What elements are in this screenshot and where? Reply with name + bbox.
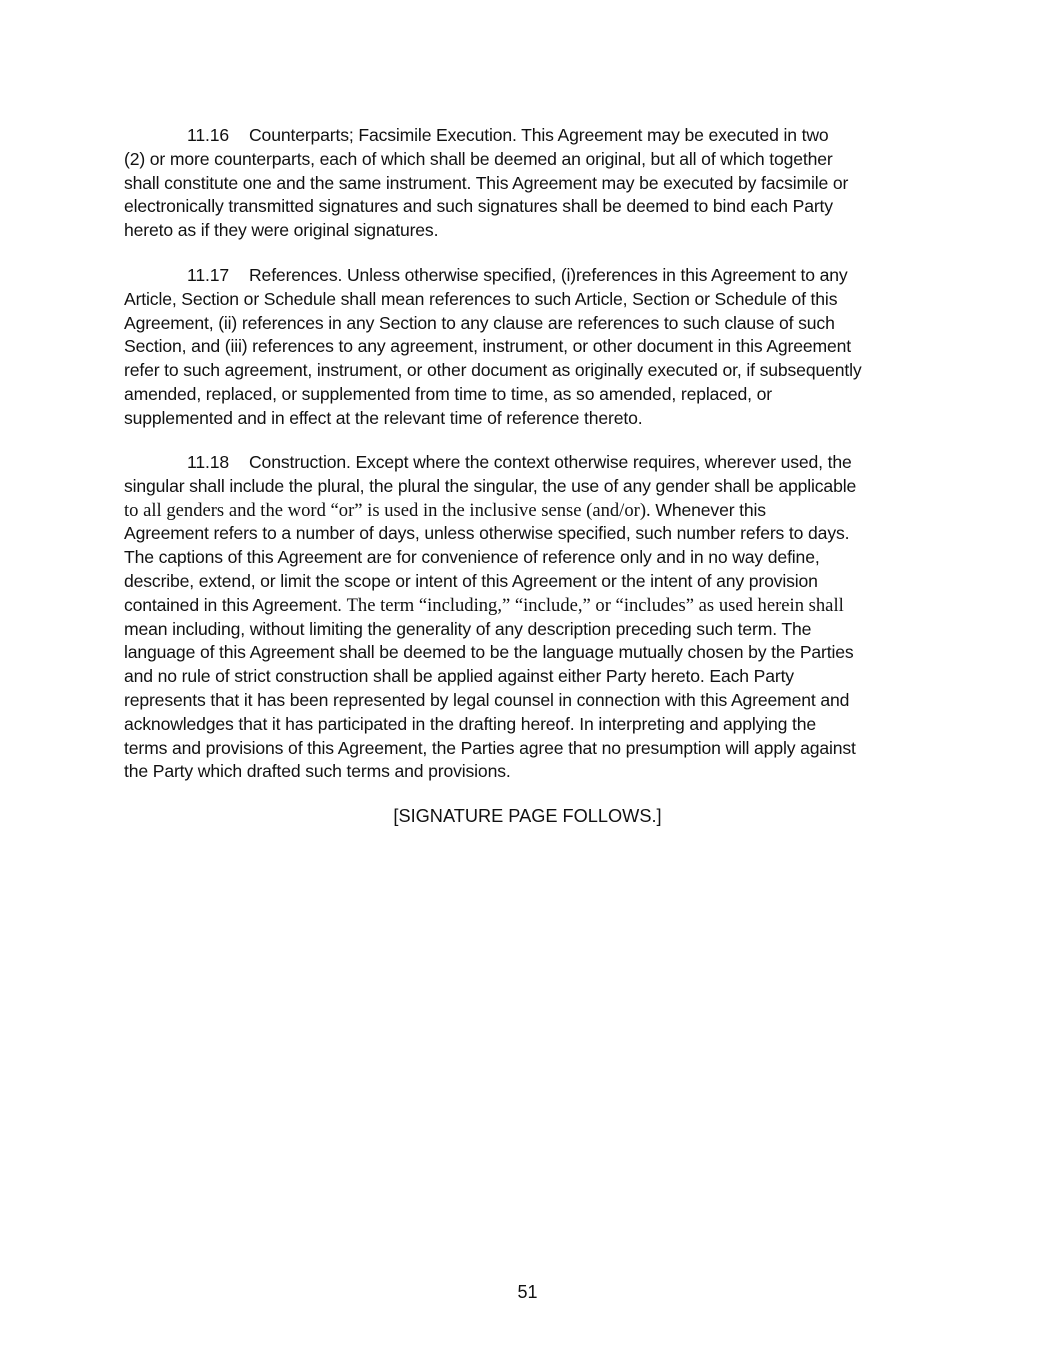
body-line: (2) or more counterparts, each of which shall be deemed an original, but all of which together [124,148,833,169]
body-line: acknowledges that it has participated in the drafting hereof. In interpreting and applying the [124,713,817,734]
body-line-mixed [124,499,932,523]
body-line: the Party which drafted such terms and provisions. [124,761,511,782]
section-11-18 [124,451,932,784]
section-first-line [124,451,932,475]
body-line: singular shall include the plural, the plural the singular, the use of any gender shall be applicable [124,475,857,496]
body-line: amended, replaced, or supplemented from time to time, as so amended, replaced, or [124,383,772,404]
body-line-mixed [124,594,932,618]
page-number: 51 [517,1282,538,1302]
body-line: supplemented and in effect at the relevant time of reference thereto. [124,407,643,428]
section-heading: Construction. [249,452,351,472]
section-first-line [124,124,932,148]
body-line: electronically transmitted signatures and such signatures shall be deemed to bind each Party [124,196,833,217]
body-text: contained in this Agreement. [124,594,342,615]
body-line: Section, and (iii) references to any agreement, instrument, or other document in this Agreement [124,336,852,357]
body-line: describe, extend, or limit the scope or intent of this Agreement or the intent of any provision [124,570,818,591]
section-first-line [124,264,932,288]
body-line: mean including, without limiting the generality of any description preceding such term. The [124,618,812,639]
signature-page-notice: [SIGNATURE PAGE FOLLOWS.] [393,806,662,826]
body-line: represents that it has been represented by legal counsel in connection with this Agreement and [124,689,850,710]
section-11-17 [124,264,932,431]
body-line: terms and provisions of this Agreement, the Parties agree that no presumption will apply against [124,737,856,758]
section-number: 11.17 [187,265,229,285]
body-line: language of this Agreement shall be deemed to be the language mutually chosen by the Parties [124,642,854,663]
section-heading: References. [249,265,343,285]
body-line: and no rule of strict construction shall be applied against either Party hereto. Each Party [124,666,794,687]
body-line: refer to such agreement, instrument, or other document as originally executed or, if subsequently [124,360,862,381]
body-line: hereto as if they were original signatures. [124,220,439,241]
body-line: The captions of this Agreement are for convenience of reference only and in no way define, [124,547,820,568]
body-line: shall constitute one and the same instrument. This Agreement may be executed by facsimile or [124,172,849,193]
body-line: Agreement refers to a number of days, unless otherwise specified, such number refers to days. [124,523,850,544]
section-number: 11.18 [187,452,229,472]
serif-text: to all genders and the word “or” is used in the inclusive sense (and/or). [124,499,651,521]
body-line: Agreement, (ii) references in any Section to any clause are references to such clause of such [124,312,835,333]
section-number: 11.16 [187,125,229,145]
body-text: Except where the context otherwise requires, wherever used, the [355,452,852,472]
body-text: Whenever this [655,499,766,520]
body-line: Article, Section or Schedule shall mean references to such Article, Section or Schedule of this [124,288,838,309]
body-text: This Agreement may be executed in two [521,125,829,145]
section-11-16 [124,124,932,243]
body-text: Unless otherwise specified, (i)references in this Agreement to any [346,265,848,285]
serif-text: The term “including,” “include,” or “includes” as used herein shall [346,594,844,616]
section-heading: Counterparts; Facsimile Execution. [249,125,517,145]
